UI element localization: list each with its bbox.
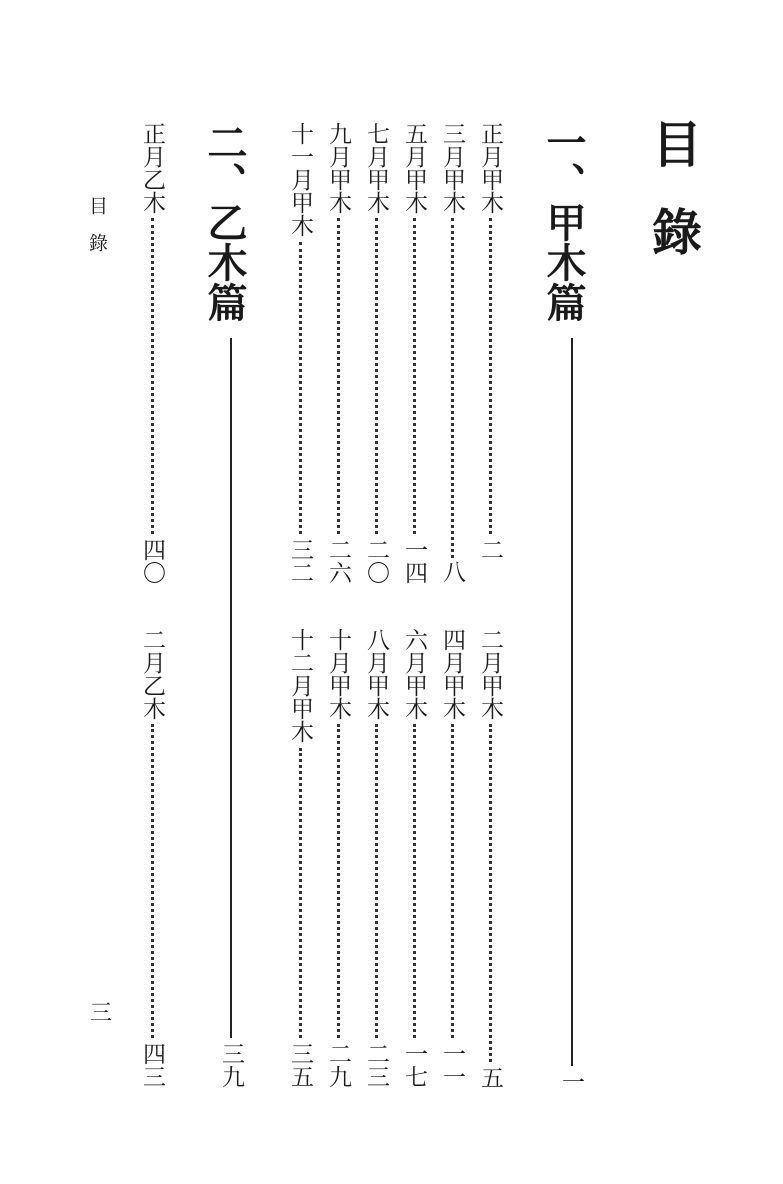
dot-leader [413,218,416,534]
dot-leader [413,724,416,1038]
toc-entry-label[interactable]: 二月乙木 [139,628,165,720]
page-title: 目錄 [644,118,703,294]
dot-leader [489,724,492,1062]
toc-entry-page: 三五 [287,1042,313,1088]
dot-leader [337,724,340,1038]
toc-entry-label[interactable]: 七月甲木 [363,122,389,214]
section-page-number: 一 [558,1070,584,1093]
toc-entry-label[interactable]: 十月甲木 [325,628,351,720]
toc-entry-page: 二六 [325,538,351,584]
toc-entry-label[interactable]: 九月甲木 [325,122,351,214]
toc-entry-label[interactable]: 六月甲木 [401,628,427,720]
toc-entry-page: 三二 [287,538,313,584]
toc-entry-label[interactable]: 三月甲木 [439,122,465,214]
dot-leader [375,218,378,534]
toc-entry-label[interactable]: 正月乙木 [139,122,165,214]
toc-entry-label[interactable]: 二月甲木 [477,628,503,720]
toc-entry-label[interactable]: 十二月甲木 [287,628,313,743]
section-leader-line [230,338,232,1038]
toc-entry-page: 四〇 [139,538,165,584]
toc-entry-page: 一四 [401,538,427,584]
toc-entry-page: 五 [477,1066,503,1089]
toc-entry-page: 一一 [439,1042,465,1088]
toc-entry-page: 二 [477,538,503,561]
section-leader-line [571,338,573,1066]
toc-entry-label[interactable]: 正月甲木 [477,122,503,214]
section-title: 一、甲木篇 [540,122,587,322]
dot-leader [337,218,340,534]
dot-leader [375,724,378,1038]
section-page-number: 三九 [218,1042,244,1088]
dot-leader [299,748,302,1038]
dot-leader [151,724,154,1038]
running-header: 目錄 [86,196,108,270]
toc-entry-label[interactable]: 十一月甲木 [287,122,313,237]
toc-entry-page: 四三 [139,1042,165,1088]
dot-leader [451,724,454,1038]
toc-entry-page: 二九 [325,1042,351,1088]
dot-leader [151,218,154,534]
dot-leader [489,218,492,534]
dot-leader [451,218,454,558]
toc-entry-page: 二〇 [363,538,389,584]
dot-leader [299,242,302,534]
page-folio: 三 [90,1001,113,1026]
toc-entry-page: 一七 [401,1042,427,1088]
toc-entry-label[interactable]: 五月甲木 [401,122,427,214]
toc-entry-page: 二三 [363,1042,389,1088]
toc-entry-label[interactable]: 四月甲木 [439,628,465,720]
toc-entry-page: 八 [439,560,465,583]
toc-entry-label[interactable]: 八月甲木 [363,628,389,720]
section-title: 二、乙木篇 [201,122,248,322]
